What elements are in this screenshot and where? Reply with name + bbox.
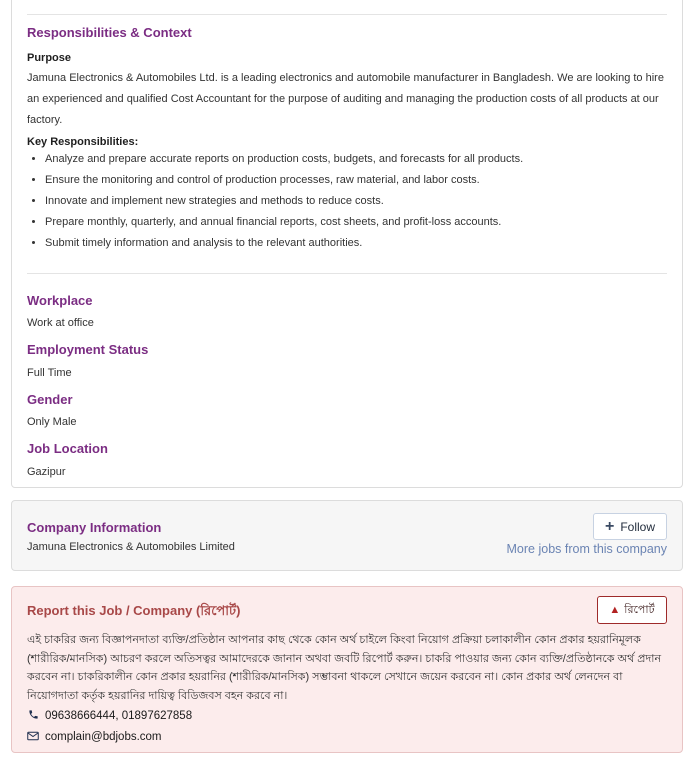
job-details-card bbox=[11, 0, 683, 488]
workplace-value: Work at office bbox=[27, 317, 94, 329]
phone-row bbox=[27, 709, 192, 723]
mail-icon bbox=[27, 730, 39, 744]
follow-label: Follow bbox=[620, 519, 656, 534]
list-item: • Ensure the monitoring and control of production processes, raw material, and labor costs. bbox=[45, 170, 523, 191]
purpose-label: Purpose bbox=[27, 52, 72, 64]
report-card bbox=[11, 586, 683, 753]
employment-status-heading: Employment Status bbox=[27, 342, 149, 357]
company-info-heading: Company Information bbox=[27, 520, 162, 535]
top-divider bbox=[27, 14, 667, 15]
key-responsibilities-label: Key Responsibilities: bbox=[27, 136, 139, 148]
list-item: • Submit timely information and analysis to the relevant authorities. bbox=[45, 233, 523, 254]
warning-icon: ▲ bbox=[609, 604, 621, 616]
company-info-card bbox=[11, 500, 683, 571]
more-jobs-link[interactable]: More jobs from this company bbox=[506, 542, 667, 556]
workplace-heading: Workplace bbox=[27, 293, 93, 308]
section-divider bbox=[27, 273, 667, 274]
list-item: • Innovate and implement new strategies and methods to reduce costs. bbox=[45, 191, 523, 212]
phone-numbers: 09638666444, 01897627858 bbox=[45, 710, 193, 722]
report-text: এই চাকরির জন্য বিজ্ঞাপনদাতা ব্যক্তি/প্রতিষ্ঠান আপনার কাছ থেকে কোন অর্থ চাইলে কিংবা নিয়োগ প্রক্রিয়া চলাকালীন কোন প্রকার হয়রানিমূলক (শারীরিক/মানসিক) আচরণ করলে অতিসত্বর আমাদেরকে জানান অথবা জবটি রিপোর্ট করুন। চাকরি পাওয়ার জন্য কোন ব্যক্তি/প্রতিষ্ঠানকে অর্থ প্রদান করবেন না। চাকরিকালীন কোন প্রকার হয়রানির (শারীরিক/মানসিক) সম্ভাবনা থাকলে সেখানে জয়েন করবেন না। কোন প্রকার অর্থ লেনদেন বা নিয়োগদাতা কর্তৃক হয়রানির দায়িত্ব বিডিজবস বহন করবে না। bbox=[27, 634, 662, 702]
purpose-text: Jamuna Electronics & Automobiles Ltd. is a leading electronics and automobile manufacturer in Bangladesh. We are looking to hire an experienced and qualified Cost Accountant for the purpose of auditing and managing the production costs of all products at our factory. bbox=[27, 72, 664, 126]
phone-icon bbox=[27, 709, 39, 723]
responsibilities-list bbox=[27, 149, 523, 254]
list-item: • Analyze and prepare accurate reports on production costs, budgets, and forecasts for all products. bbox=[45, 149, 523, 170]
job-location-heading: Job Location bbox=[27, 441, 108, 456]
report-heading: Report this Job / Company (রিপোর্ট) bbox=[27, 603, 241, 618]
follow-button[interactable] bbox=[593, 513, 667, 540]
job-location-value: Gazipur bbox=[27, 466, 66, 478]
gender-heading: Gender bbox=[27, 392, 73, 407]
complaint-email[interactable]: complain@bdjobs.com bbox=[45, 731, 162, 743]
employment-status-value: Full Time bbox=[27, 367, 72, 379]
company-name: Jamuna Electronics & Automobiles Limited bbox=[27, 541, 235, 553]
responsibilities-heading: Responsibilities & Context bbox=[27, 25, 192, 40]
plus-icon: + bbox=[604, 517, 615, 535]
report-button[interactable] bbox=[597, 596, 667, 624]
email-row bbox=[27, 730, 162, 744]
list-item: • Prepare monthly, quarterly, and annual financial reports, cost sheets, and profit-loss accounts. bbox=[45, 212, 523, 233]
report-button-label: রিপোর্ট bbox=[624, 603, 655, 616]
gender-value: Only Male bbox=[27, 416, 77, 428]
